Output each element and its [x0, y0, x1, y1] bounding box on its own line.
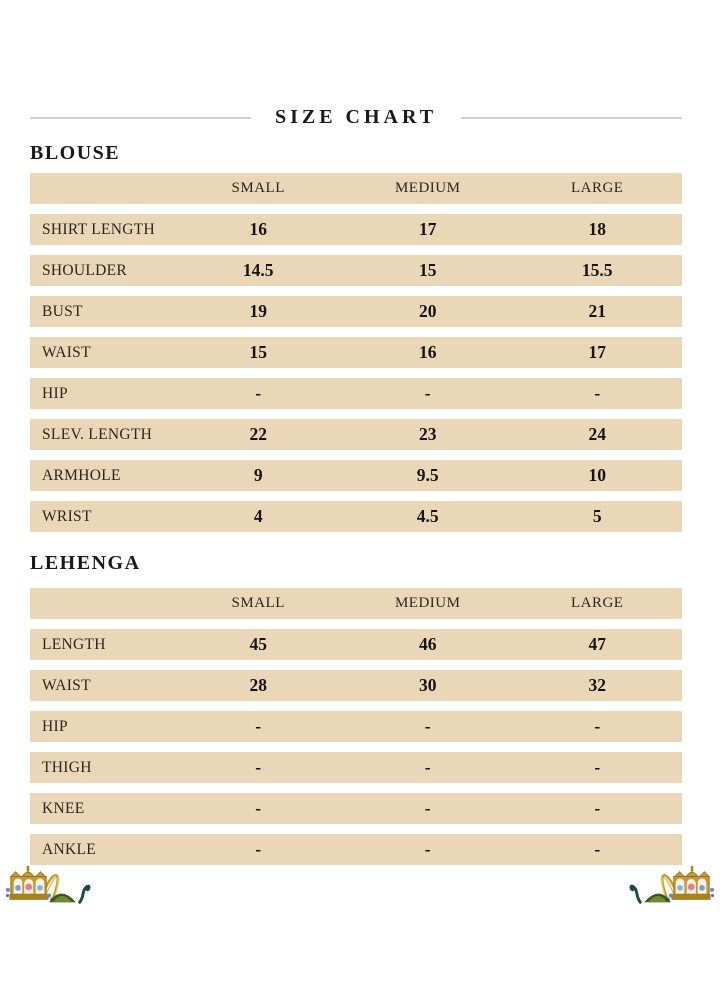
row-label: SLEV. LENGTH	[42, 425, 153, 443]
size-value: 4.5	[416, 506, 439, 526]
table-row	[30, 793, 682, 824]
size-value: -	[594, 757, 601, 777]
size-value: 28	[249, 675, 267, 695]
size-value: -	[255, 383, 262, 403]
size-value: 15	[249, 342, 267, 362]
lehenga-size-table	[30, 588, 682, 865]
size-value: 17	[588, 342, 606, 362]
size-value: 46	[418, 634, 437, 654]
table-row	[30, 419, 682, 450]
table-row	[30, 378, 682, 409]
table-header-row	[30, 588, 682, 619]
page-title: SIZE CHART	[274, 106, 438, 128]
size-value: 32	[588, 675, 606, 695]
table-row	[30, 501, 682, 532]
table-row	[30, 337, 682, 368]
row-label: THIGH	[42, 758, 92, 776]
size-value: 45	[249, 634, 267, 654]
size-value: -	[255, 716, 262, 736]
royal-elephant-ornament-mirrored-icon	[623, 864, 715, 908]
size-value: 18	[588, 219, 606, 239]
size-value: 23	[418, 424, 437, 444]
row-label: SHOULDER	[42, 261, 128, 279]
size-value: -	[255, 757, 262, 777]
size-value: 16	[418, 342, 437, 362]
row-label: SHIRT LENGTH	[42, 220, 156, 238]
size-value: -	[424, 798, 431, 818]
row-label: HIP	[42, 384, 68, 402]
size-value: 14.5	[242, 260, 274, 280]
table-row	[30, 214, 682, 245]
table-header-row	[30, 173, 682, 204]
row-label: HIP	[42, 717, 68, 735]
size-value: 24	[588, 424, 606, 444]
royal-elephant-ornament-icon	[5, 864, 97, 908]
table-row	[30, 711, 682, 742]
size-value: -	[255, 839, 262, 859]
table-row	[30, 296, 682, 327]
size-value: 15	[418, 260, 437, 280]
size-value: 21	[588, 301, 606, 321]
table-row	[30, 834, 682, 865]
column-header-small: SMALL	[231, 180, 285, 196]
size-value: 16	[249, 219, 267, 239]
size-value: 4	[253, 506, 263, 526]
table-row	[30, 670, 682, 701]
row-label: LENGTH	[42, 635, 106, 653]
title-divider-right	[461, 117, 682, 119]
size-value: -	[594, 383, 601, 403]
table-row	[30, 255, 682, 286]
row-label: BUST	[42, 302, 83, 320]
table-row	[30, 629, 682, 660]
row-label: WRIST	[42, 507, 92, 525]
size-value: -	[594, 839, 601, 859]
column-header-large: LARGE	[570, 595, 624, 611]
size-value: 17	[418, 219, 437, 239]
size-value: 20	[418, 301, 437, 321]
size-value: -	[424, 383, 431, 403]
size-value: 5	[592, 506, 602, 526]
column-header-large: LARGE	[570, 180, 624, 196]
title-row	[30, 106, 682, 129]
row-label: ANKLE	[42, 840, 97, 858]
size-value: -	[594, 716, 601, 736]
column-header-medium: MEDIUM	[394, 595, 461, 611]
row-label: KNEE	[42, 799, 85, 817]
title-divider-left	[30, 117, 251, 119]
size-value: -	[424, 757, 431, 777]
section-heading-blouse: BLOUSE	[30, 142, 121, 164]
row-label: WAIST	[42, 343, 91, 361]
column-header-small: SMALL	[231, 595, 285, 611]
table-row	[30, 752, 682, 783]
blouse-size-table	[30, 173, 682, 532]
row-label: WAIST	[42, 676, 91, 694]
column-header-medium: MEDIUM	[394, 180, 461, 196]
row-label: ARMHOLE	[42, 466, 121, 484]
size-value: -	[594, 798, 601, 818]
size-value: 47	[588, 634, 606, 654]
size-value: -	[424, 839, 431, 859]
size-value: 10	[588, 465, 606, 485]
size-value: 9	[253, 465, 263, 485]
size-value: -	[255, 798, 262, 818]
size-value: 30	[418, 675, 437, 695]
size-value: 15.5	[581, 260, 613, 280]
size-value: 9.5	[416, 465, 439, 485]
size-value: -	[424, 716, 431, 736]
table-row	[30, 460, 682, 491]
size-value: 22	[249, 424, 267, 444]
size-value: 19	[249, 301, 267, 321]
section-heading-lehenga: LEHENGA	[30, 552, 141, 574]
